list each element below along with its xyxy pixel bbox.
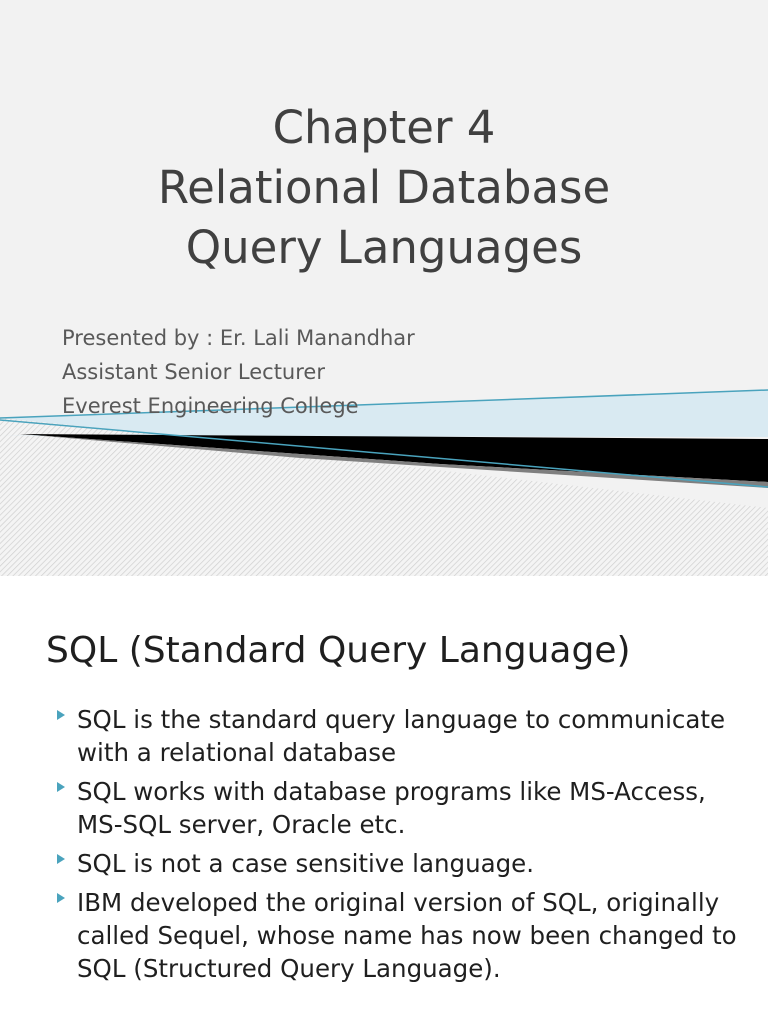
subtitle-line: Everest Engineering College: [62, 394, 359, 418]
list-item: [56, 775, 756, 841]
slide-title: SQL (Standard Query Language): [46, 630, 631, 671]
list-item: [56, 847, 756, 880]
list-item: [56, 703, 756, 769]
bullet-list: [56, 703, 756, 991]
bullet-text: SQL is not a case sensitive language.: [77, 849, 535, 878]
content-slide: [0, 576, 768, 1024]
bullet-text: SQL is the standard query language to communicate with a relational database: [77, 705, 726, 767]
bullet-arrow-icon: [57, 854, 65, 864]
title-line: Query Languages: [185, 221, 583, 274]
bullet-arrow-icon: [57, 893, 65, 903]
bullet-arrow-icon: [57, 710, 65, 720]
bullet-text: IBM developed the original version of SQL, originally called Sequel, whose name has now been changed to SQL (Structured Query Language).: [77, 888, 737, 983]
title-line: Relational Database: [157, 161, 611, 214]
title-line: Chapter 4: [272, 101, 496, 154]
subtitle-line: Presented by : Er. Lali Manandhar: [62, 326, 415, 350]
list-item: [56, 886, 756, 985]
bullet-text: SQL works with database programs like MS-Access, MS-SQL server, Oracle etc.: [77, 777, 706, 839]
subtitle-line: Assistant Senior Lecturer: [62, 360, 325, 384]
bullet-arrow-icon: [57, 782, 65, 792]
presenter-info: [62, 321, 415, 423]
